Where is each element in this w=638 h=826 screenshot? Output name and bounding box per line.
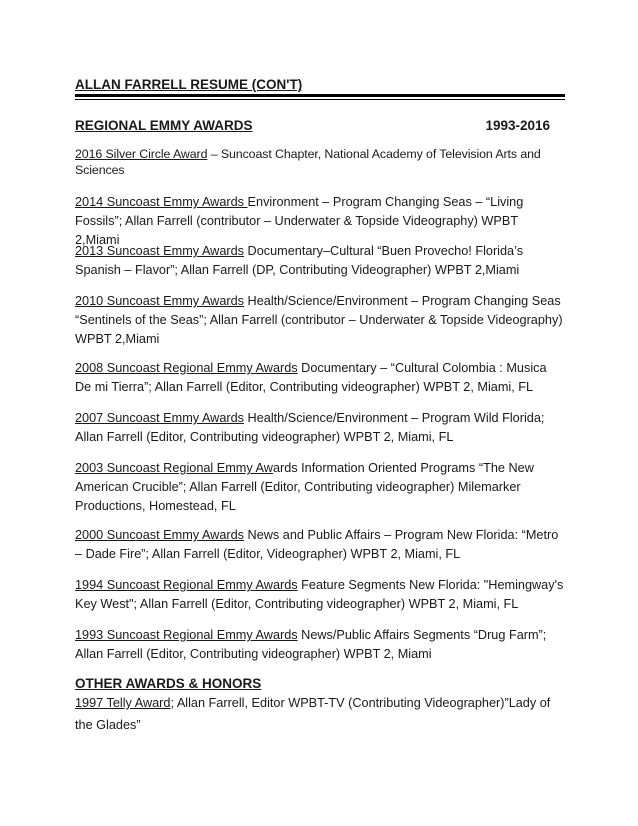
award-details: Documentary–Cultural “Buen Provecho! Florida’s Spanish – Flavor”; Allan Farrell (DP, Contributing Videographer) WPBT 2,Miami <box>75 244 524 277</box>
award-title: 2008 Suncoast Regional Emmy Awards <box>75 361 298 375</box>
award-title: 2016 Silver Circle Award <box>75 147 208 161</box>
award-details: News/Public Affairs Segments “Drug Farm”; Allan Farrell (Editor, Contributing videographer) WPBT 2, Miami <box>75 628 547 661</box>
regional-emmy-heading: REGIONAL EMMY AWARDS <box>75 118 253 133</box>
regional-emmy-heading-row <box>75 118 550 133</box>
award-entry <box>75 626 565 664</box>
award-details: ; Allan Farrell, Editor WPBT-TV (Contributing Videographer)”Lady of the Glades” <box>75 696 551 732</box>
award-entry <box>75 359 565 397</box>
other-awards-heading: OTHER AWARDS & HONORS <box>75 676 262 691</box>
award-title: 1993 Suncoast Regional Emmy Awards <box>75 628 298 642</box>
award-title: 2014 Suncoast Emmy Awards <box>75 195 248 209</box>
award-details: Documentary – “Cultural Colombia : Musica De mi Tierra”; Allan Farrell (Editor, Contributing videographer) WPBT 2, Miami, FL <box>75 361 547 394</box>
award-title: 1994 Suncoast Regional Emmy Awards <box>75 578 298 592</box>
award-details: Environment – Program Changing Seas – “Living Fossils”; Allan Farrell (contributor – Underwater & Topside Videography) WPBT 2,Miami <box>75 195 524 247</box>
award-title: 2000 Suncoast Emmy Awards <box>75 528 245 542</box>
award-entry <box>75 692 565 736</box>
award-entry <box>75 242 565 280</box>
regional-emmy-years: 1993-2016 <box>485 118 550 133</box>
award-title: 2010 Suncoast Emmy Awards <box>75 294 245 308</box>
award-details: Health/Science/Environment – Program Wild Florida; Allan Farrell (Editor, Contributing videographer) WPBT 2, Miami, FL <box>75 411 545 444</box>
award-details: Feature Segments New Florida: "Hemingway's Key West"; Allan Farrell (Editor, Contributing videographer) WPBT 2, Miami, FL <box>75 578 564 611</box>
award-entry <box>75 526 565 564</box>
award-entry <box>75 459 565 516</box>
award-title: 2007 Suncoast Emmy Awards <box>75 411 245 425</box>
award-entry <box>75 409 565 447</box>
award-details: News and Public Affairs – Program New Florida: “Metro – Dade Fire”; Allan Farrell (Editor, Videographer) WPBT 2, Miami, FL <box>75 528 559 561</box>
award-details: – Suncoast Chapter, National Academy of Television Arts and Sciences <box>75 147 541 177</box>
award-entry <box>75 146 565 178</box>
award-entry <box>75 292 565 349</box>
award-entry <box>75 576 565 614</box>
award-details: ards Information Oriented Programs “The New American Crucible”; Allan Farrell (Editor, Contributing videographer) Milemarker Productions, Homestead, FL <box>75 461 534 513</box>
award-title: 2013 Suncoast Emmy Awards <box>75 244 245 258</box>
title-rule-thick <box>75 94 565 97</box>
award-title: 2003 Suncoast Regional Emmy Aw <box>75 461 273 475</box>
title-rule-thin <box>75 99 565 100</box>
resume-title: ALLAN FARRELL RESUME (CON'T) <box>75 77 303 92</box>
award-details: Health/Science/Environment – Program Changing Seas “Sentinels of the Seas”; Allan Farrell (contributor – Underwater & Topside Videography) WPBT 2,Miami <box>75 294 563 346</box>
award-title: 1997 Telly Award <box>75 696 171 710</box>
